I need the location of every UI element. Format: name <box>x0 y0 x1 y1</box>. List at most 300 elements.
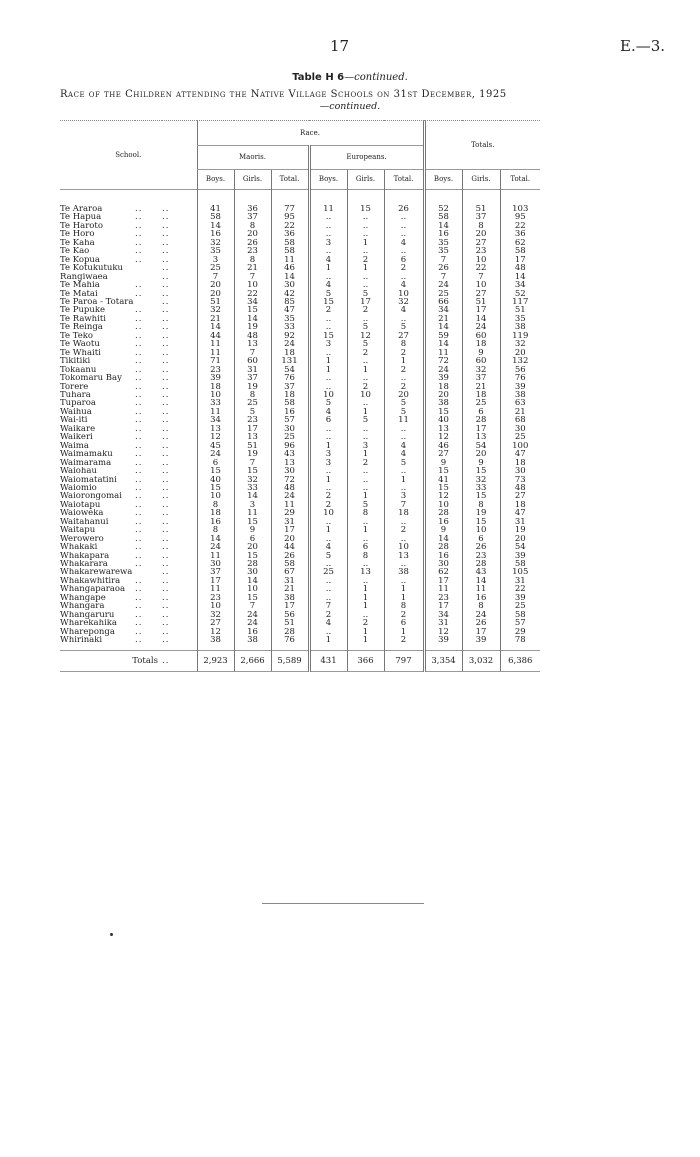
cell-maori-girls: 3 <box>234 501 271 509</box>
cell-euro-girls: .. <box>347 222 384 230</box>
table-row <box>60 357 540 365</box>
table-row <box>60 518 540 526</box>
cell-all-boys: 9 <box>424 459 462 467</box>
cell-name: Waioweka <box>60 509 104 518</box>
cell-euro-boys: 3 <box>309 450 347 458</box>
cell-euro-boys: 2 <box>309 492 347 500</box>
cell-all-boys: 14 <box>424 323 462 331</box>
table-row <box>60 416 540 424</box>
cell-dots2: .. <box>162 205 170 214</box>
cell-euro-girls: 1 <box>347 239 384 247</box>
cell-all-boys: 14 <box>424 222 462 230</box>
cell-maori-girls: 21 <box>234 264 271 272</box>
cell-all-boys: 18 <box>424 383 462 391</box>
cell-all-girls: 27 <box>462 290 500 298</box>
cell-maori-girls: 10 <box>234 281 271 289</box>
cell-all-girls: 37 <box>462 374 500 382</box>
cell-euro-girls: 5 <box>347 501 384 509</box>
cell-name: Waimarama <box>60 458 112 468</box>
cell-maori-boys: 21 <box>197 315 234 323</box>
cell-all-total: 14 <box>500 273 540 281</box>
cell-dots1 <box>135 264 162 272</box>
cell-euro-total: .. <box>384 433 424 441</box>
header-race: Race. <box>197 121 424 145</box>
cell-euro-boys: 1 <box>309 357 347 365</box>
cell-maori-boys: 12 <box>197 433 234 441</box>
cell-all-boys: 15 <box>424 484 462 492</box>
cell-euro-girls: .. <box>347 213 384 221</box>
cell-all-total: 39 <box>500 552 540 560</box>
cell-maori-girls: 48 <box>234 332 271 340</box>
cell-all-total: 19 <box>500 526 540 534</box>
cell-name: Tokomaru Bay <box>60 374 122 383</box>
cell-all-girls: 26 <box>462 619 500 627</box>
cell-all-boys: 52 <box>424 205 462 213</box>
cell-all-boys: 41 <box>424 476 462 484</box>
cell-dots2: .. <box>162 576 170 586</box>
cell-all-total: 29 <box>500 628 540 636</box>
cell-euro-girls: 1 <box>347 450 384 458</box>
cell-maori-girls: 15 <box>234 552 271 560</box>
cell-maori-boys: 16 <box>197 230 234 238</box>
header-maori-girls: Girls. <box>234 169 271 189</box>
header-totals: Totals. <box>424 121 540 169</box>
cell-all-total: 117 <box>500 298 540 306</box>
cell-all-boys: 16 <box>424 518 462 526</box>
cell-maori-total: 18 <box>271 349 309 357</box>
header-total-boys: Boys. <box>424 169 462 189</box>
table-row <box>60 340 540 348</box>
cell-dots2: .. <box>162 374 170 383</box>
cell-euro-total: .. <box>384 518 424 526</box>
cell-all-total: 34 <box>500 281 540 289</box>
cell-all-girls: 43 <box>462 568 500 576</box>
cell-maori-boys: 23 <box>197 594 234 602</box>
cell-dots2: .. <box>162 416 170 425</box>
cell-euro-total: 7 <box>384 501 424 509</box>
cell-euro-girls: .. <box>347 247 384 255</box>
cell-dots1: .. <box>135 407 143 417</box>
cell-maori-boys: 6 <box>197 459 234 467</box>
cell-maori-total: 30 <box>271 425 309 433</box>
cell-maori-total: 30 <box>271 281 309 289</box>
cell-maori-boys: 20 <box>197 281 234 289</box>
table-row <box>60 349 540 357</box>
table-row <box>60 306 540 314</box>
cell-euro-girls: 5 <box>347 290 384 298</box>
cell-all-girls: 15 <box>462 467 500 475</box>
cell-name: Waiohau <box>60 467 97 476</box>
cell-maori-girls: 34 <box>234 298 271 306</box>
cell-maori-total: 42 <box>271 290 309 298</box>
cell-maori-boys: 35 <box>197 247 234 255</box>
cell-all-boys: 15 <box>424 408 462 416</box>
cell-maori-total: 58 <box>271 560 309 568</box>
cell-dots2: .. <box>162 289 170 298</box>
cell-dots2: .. <box>162 272 170 282</box>
total-maori-boys: 2,923 <box>197 651 234 672</box>
cell-dots2: .. <box>162 593 170 603</box>
cell-all-boys: 9 <box>424 526 462 534</box>
cell-dots1: .. <box>135 390 143 400</box>
cell-maori-girls: 9 <box>234 526 271 534</box>
cell-all-total: 54 <box>500 543 540 551</box>
cell-maori-boys: 10 <box>197 391 234 399</box>
cell-maori-boys: 11 <box>197 552 234 560</box>
cell-euro-total: 4 <box>384 281 424 289</box>
cell-all-boys: 35 <box>424 247 462 255</box>
cell-name: Te Rawhiti <box>60 314 107 324</box>
cell-all-boys: 17 <box>424 577 462 585</box>
cell-dots1: .. <box>135 433 143 442</box>
cell-euro-total: 1 <box>384 585 424 593</box>
cell-euro-boys: 4 <box>309 619 347 627</box>
cell-all-boys: 38 <box>424 399 462 407</box>
cell-maori-total: 57 <box>271 416 309 424</box>
cell-all-total: 39 <box>500 594 540 602</box>
cell-maori-total: 48 <box>271 484 309 492</box>
cell-all-total: 20 <box>500 349 540 357</box>
cell-maori-boys: 23 <box>197 366 234 374</box>
cell-dots2: .. <box>162 526 170 535</box>
cell-dots2: .. <box>162 297 170 307</box>
cell-name: Waiomio <box>60 483 97 493</box>
cell-dots2: .. <box>162 492 170 501</box>
cell-euro-boys: .. <box>309 230 347 238</box>
cell-dots2: .. <box>162 450 170 459</box>
cell-euro-total: 10 <box>384 290 424 298</box>
cell-maori-boys: 15 <box>197 467 234 475</box>
cell-all-boys: 28 <box>424 509 462 517</box>
cell-all-boys: 46 <box>424 442 462 450</box>
cell-euro-total: .. <box>384 315 424 323</box>
cell-maori-girls: 36 <box>234 205 271 213</box>
cell-all-total: 57 <box>500 619 540 627</box>
cell-maori-girls: 14 <box>234 577 271 585</box>
cell-maori-girls: 30 <box>234 568 271 576</box>
table-row <box>60 552 540 560</box>
cell-euro-girls: 12 <box>347 332 384 340</box>
cell-dots2: .. <box>162 281 170 290</box>
cell-euro-total: 5 <box>384 323 424 331</box>
cell-all-total: 31 <box>500 518 540 526</box>
table-row <box>60 298 540 306</box>
cell-maori-total: 51 <box>271 619 309 627</box>
total-all-boys: 3,354 <box>424 651 462 672</box>
cell-euro-total: 2 <box>384 383 424 391</box>
cell-dots1: .. <box>135 458 143 468</box>
cell-maori-girls: 60 <box>234 357 271 365</box>
cell-all-girls: 51 <box>462 298 500 306</box>
cell-euro-boys: .. <box>309 213 347 221</box>
cell-name: Werowero <box>60 534 104 544</box>
cell-maori-girls: 15 <box>234 594 271 602</box>
cell-euro-girls: .. <box>347 374 384 382</box>
cell-name: Wai-iti <box>60 416 88 425</box>
cell-all-total: 32 <box>500 340 540 348</box>
cell-euro-total: 4 <box>384 306 424 314</box>
cell-dots1: .. <box>135 441 143 451</box>
cell-maori-boys: 34 <box>197 416 234 424</box>
cell-all-girls: 24 <box>462 323 500 331</box>
cell-euro-girls: 15 <box>347 205 384 213</box>
cell-all-girls: 22 <box>462 264 500 272</box>
cell-euro-boys: 4 <box>309 408 347 416</box>
cell-maori-boys: 24 <box>197 543 234 551</box>
cell-name: Tokaanu <box>60 365 97 375</box>
cell-all-boys: 16 <box>424 230 462 238</box>
cell-dots1: .. <box>135 585 143 594</box>
table-row <box>60 408 540 416</box>
cell-name: Whakarewarewa <box>60 568 133 577</box>
cell-euro-girls: 17 <box>347 298 384 306</box>
table-row <box>60 366 540 374</box>
cell-all-total: 18 <box>500 459 540 467</box>
cell-all-girls: 19 <box>462 509 500 517</box>
total-maori-total: 5,589 <box>271 651 309 672</box>
cell-dots1: .. <box>135 213 143 222</box>
cell-euro-boys: 15 <box>309 298 347 306</box>
cell-maori-total: 96 <box>271 442 309 450</box>
cell-euro-boys: .. <box>309 594 347 602</box>
cell-euro-boys: .. <box>309 518 347 526</box>
cell-maori-boys: 15 <box>197 484 234 492</box>
table-row <box>60 433 540 441</box>
cell-maori-girls: 7 <box>234 273 271 281</box>
cell-name: Torere <box>60 382 89 391</box>
cell-dots1: .. <box>135 255 143 265</box>
cell-all-boys: 13 <box>424 425 462 433</box>
cell-all-boys: 62 <box>424 568 462 576</box>
cell-all-boys: 58 <box>424 213 462 221</box>
cell-dots1: .. <box>135 627 143 637</box>
table-row <box>60 619 540 627</box>
cell-all-girls: 18 <box>462 340 500 348</box>
cell-all-boys: 35 <box>424 239 462 247</box>
cell-euro-boys: 10 <box>309 391 347 399</box>
table-row <box>60 560 540 568</box>
cell-dots2: .. <box>162 534 170 544</box>
cell-dots2: .. <box>162 238 170 248</box>
cell-maori-total: 54 <box>271 366 309 374</box>
cell-maori-total: 37 <box>271 383 309 391</box>
cell-name: Waiomatatini <box>60 475 117 484</box>
cell-euro-boys: 1 <box>309 476 347 484</box>
cell-euro-girls: .. <box>347 281 384 289</box>
cell-euro-boys: 7 <box>309 602 347 610</box>
cell-euro-girls: .. <box>347 467 384 475</box>
cell-euro-boys: 10 <box>309 509 347 517</box>
cell-dots2: .. <box>162 458 170 468</box>
cell-all-girls: 10 <box>462 256 500 264</box>
cell-dots1: .. <box>135 306 143 315</box>
cell-all-total: 47 <box>500 450 540 458</box>
cell-name: Te Haroto <box>60 221 103 231</box>
cell-all-total: 20 <box>500 535 540 543</box>
cell-maori-total: 76 <box>271 374 309 382</box>
cell-name: Waiorongomai <box>60 492 122 501</box>
cell-euro-girls: 2 <box>347 619 384 627</box>
table-row <box>60 256 540 264</box>
cell-euro-boys: .. <box>309 467 347 475</box>
cell-maori-boys: 25 <box>197 264 234 272</box>
cell-all-girls: 54 <box>462 442 500 450</box>
cell-name: Te Kotukutuku <box>60 264 124 273</box>
cell-euro-girls: .. <box>347 357 384 365</box>
total-all-girls: 3,032 <box>462 651 500 672</box>
cell-dots2: .. <box>162 340 170 349</box>
cell-all-boys: 28 <box>424 543 462 551</box>
cell-dots1: .. <box>135 382 143 391</box>
cell-maori-girls: 25 <box>234 399 271 407</box>
cell-all-girls: 17 <box>462 628 500 636</box>
cell-dots2: .. <box>162 399 170 408</box>
cell-maori-total: 47 <box>271 306 309 314</box>
cell-euro-girls: .. <box>347 273 384 281</box>
cell-dots2: .. <box>162 568 170 577</box>
cell-maori-girls: 7 <box>234 349 271 357</box>
cell-dots1: .. <box>135 416 143 425</box>
cell-dots1: .. <box>135 534 143 544</box>
table-row <box>60 568 540 576</box>
cell-dots1: .. <box>135 205 143 214</box>
cell-maori-total: 31 <box>271 577 309 585</box>
cell-all-girls: 10 <box>462 281 500 289</box>
cell-maori-girls: 51 <box>234 442 271 450</box>
cell-dots2: .. <box>162 560 170 569</box>
cell-all-total: 58 <box>500 560 540 568</box>
cell-all-girls: 37 <box>462 213 500 221</box>
cell-all-total: 68 <box>500 416 540 424</box>
cell-euro-girls: 2 <box>347 349 384 357</box>
cell-maori-total: 25 <box>271 433 309 441</box>
cell-maori-total: 38 <box>271 594 309 602</box>
cell-all-girls: 20 <box>462 450 500 458</box>
cell-euro-boys: .. <box>309 484 347 492</box>
cell-name: Whakaki <box>60 543 98 552</box>
cell-euro-total: 5 <box>384 408 424 416</box>
cell-all-girls: 6 <box>462 408 500 416</box>
cell-dots2: .. <box>162 602 170 611</box>
cell-euro-girls: .. <box>347 399 384 407</box>
cell-maori-boys: 45 <box>197 442 234 450</box>
cell-euro-girls: 1 <box>347 492 384 500</box>
cell-all-boys: 14 <box>424 535 462 543</box>
cell-dots2: .. <box>162 610 170 620</box>
table-row <box>60 611 540 619</box>
cell-all-total: 103 <box>500 205 540 213</box>
cell-maori-boys: 12 <box>197 628 234 636</box>
cell-maori-boys: 14 <box>197 323 234 331</box>
cell-euro-boys: .. <box>309 315 347 323</box>
cell-maori-boys: 39 <box>197 374 234 382</box>
cell-euro-total: .. <box>384 484 424 492</box>
page-number: 17 <box>330 37 350 55</box>
cell-euro-girls: 8 <box>347 552 384 560</box>
cell-euro-boys: 15 <box>309 332 347 340</box>
cell-all-total: 25 <box>500 433 540 441</box>
cell-maori-boys: 18 <box>197 383 234 391</box>
cell-maori-total: 72 <box>271 476 309 484</box>
cell-maori-girls: 5 <box>234 408 271 416</box>
cell-maori-boys: 8 <box>197 526 234 534</box>
cell-name: Waikare <box>60 424 96 434</box>
cell-name: Whangaparaoa <box>60 585 126 594</box>
cell-dots1: .. <box>135 357 143 366</box>
cell-dots1 <box>135 298 162 306</box>
total-maori-girls: 2,666 <box>234 651 271 672</box>
cell-all-girls: 8 <box>462 501 500 509</box>
cell-all-total: 22 <box>500 222 540 230</box>
cell-maori-total: 58 <box>271 239 309 247</box>
cell-euro-girls: .. <box>347 484 384 492</box>
cell-all-boys: 23 <box>424 594 462 602</box>
cell-dots2: .. <box>162 264 170 273</box>
cell-maori-boys: 18 <box>197 509 234 517</box>
cell-all-girls: 14 <box>462 577 500 585</box>
cell-dots2: .. <box>162 619 170 628</box>
cell-maori-boys: 14 <box>197 222 234 230</box>
cell-all-girls: 23 <box>462 247 500 255</box>
cell-name: Rangiwaea <box>60 272 108 282</box>
cell-dots1: .. <box>135 340 143 349</box>
race-table <box>60 120 540 672</box>
cell-all-girls: 32 <box>462 366 500 374</box>
cell-dots2: .. <box>162 255 170 265</box>
cell-dots2: .. <box>162 331 170 341</box>
totals-dots: .. <box>162 651 197 672</box>
cell-euro-girls: .. <box>347 230 384 238</box>
cell-maori-total: 35 <box>271 315 309 323</box>
cell-maori-boys: 27 <box>197 619 234 627</box>
cell-euro-boys: 4 <box>309 543 347 551</box>
cell-dots1: .. <box>135 331 143 341</box>
cell-all-girls: 7 <box>462 273 500 281</box>
cell-all-total: 51 <box>500 306 540 314</box>
cell-dots2: .. <box>162 247 170 256</box>
cell-euro-total: 11 <box>384 416 424 424</box>
cell-maori-total: 43 <box>271 450 309 458</box>
table-row <box>60 323 540 331</box>
cell-maori-girls: 37 <box>234 213 271 221</box>
cell-euro-total: 26 <box>384 205 424 213</box>
table-row <box>60 467 540 475</box>
cell-dots1: .. <box>135 593 143 603</box>
cell-euro-boys: .. <box>309 383 347 391</box>
cell-euro-total: 13 <box>384 552 424 560</box>
cell-euro-girls: .. <box>347 476 384 484</box>
table-row <box>60 399 540 407</box>
cell-all-total: 63 <box>500 399 540 407</box>
cell-name: Tuparoa <box>60 399 96 408</box>
cell-maori-girls: 15 <box>234 518 271 526</box>
cell-all-girls: 26 <box>462 543 500 551</box>
cell-maori-girls: 16 <box>234 628 271 636</box>
cell-name: Whangara <box>60 602 105 611</box>
cell-maori-total: 92 <box>271 332 309 340</box>
cell-all-total: 95 <box>500 213 540 221</box>
cell-all-boys: 10 <box>424 501 462 509</box>
cell-all-total: 38 <box>500 391 540 399</box>
cell-all-girls: 16 <box>462 594 500 602</box>
cell-dots1: .. <box>135 492 143 501</box>
cell-maori-total: 95 <box>271 213 309 221</box>
cell-name: Te Kaha <box>60 238 95 248</box>
cell-dots2: .. <box>162 475 170 484</box>
cell-dots2: .. <box>162 517 170 527</box>
cell-name: Tikitiki <box>60 357 91 366</box>
cell-all-boys: 27 <box>424 450 462 458</box>
